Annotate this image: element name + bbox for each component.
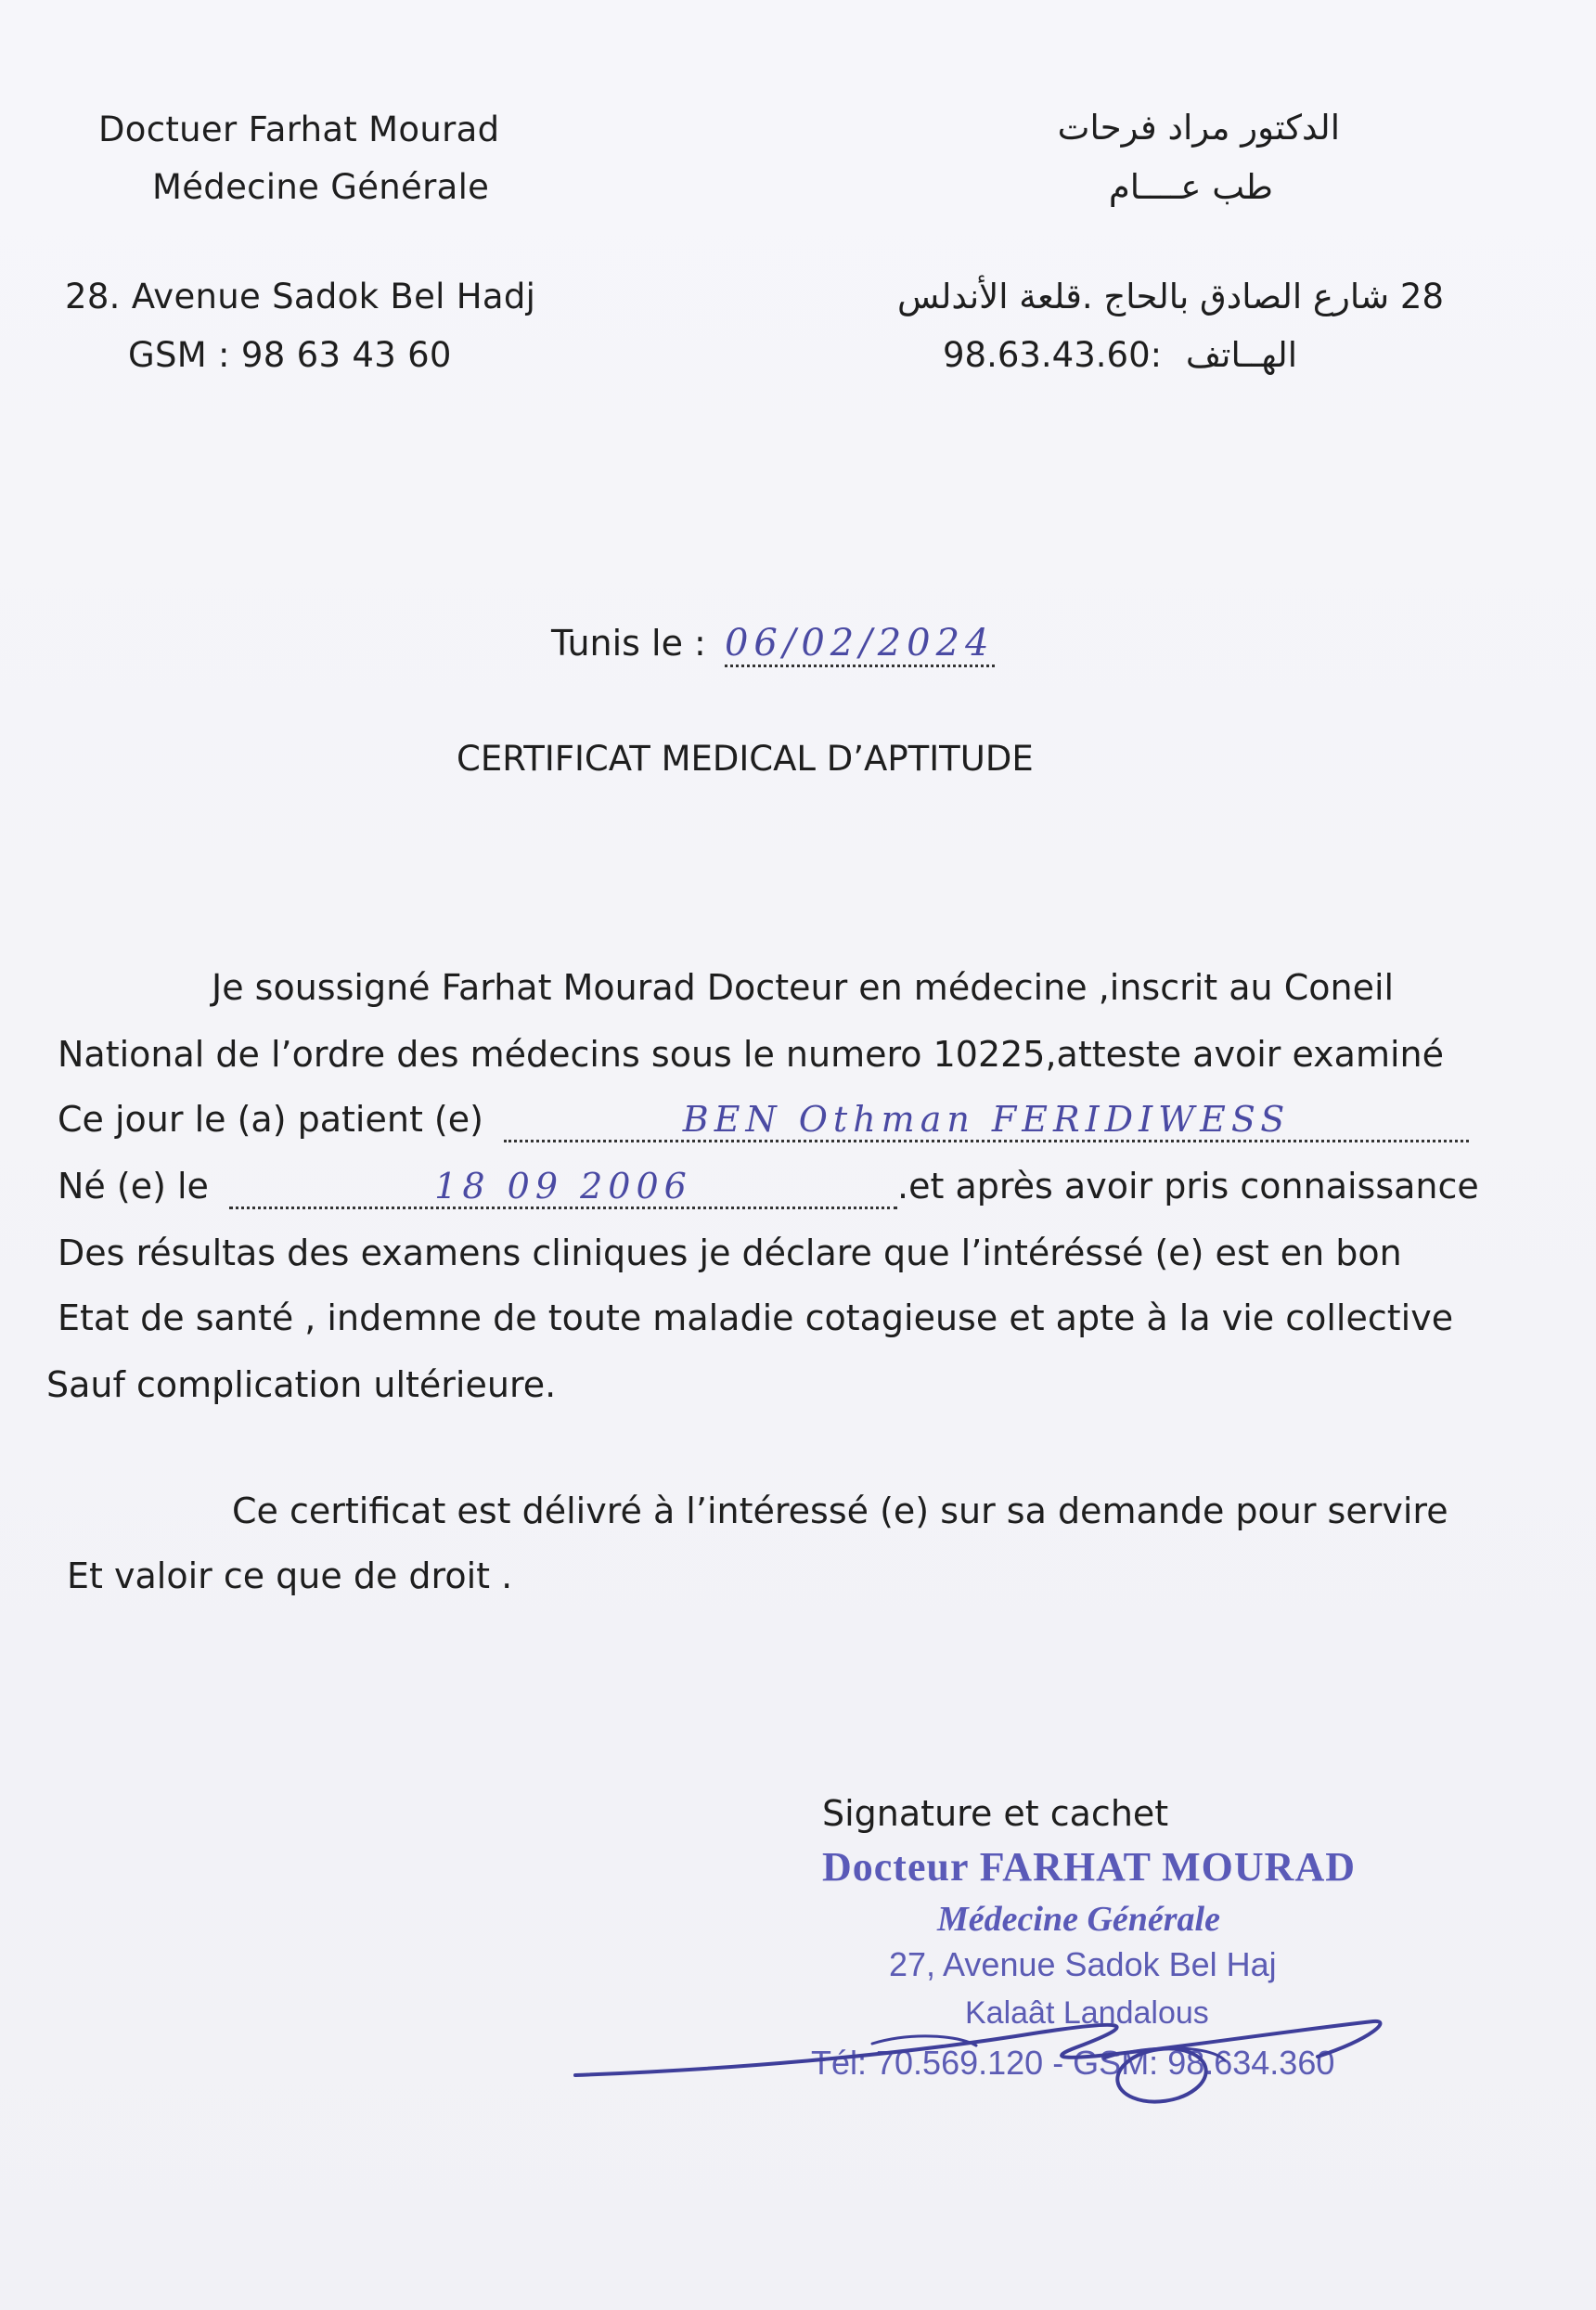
doctor-address-ar: 28 شارع الصادق بالحاج .قلعة الأندلس [896,277,1444,316]
birth-suffix: .et après avoir pris connaissance [897,1166,1479,1207]
body-line-1: Je soussigné Farhat Mourad Docteur en médecine ,inscrit au Coneil [212,967,1395,1008]
date-label: Tunis le : [551,623,706,664]
doctor-phone-ar [943,335,1297,375]
birth-date: 18 09 2006 [229,1166,897,1209]
date-value: 06/02/2024 [725,622,995,667]
phone-value: 98.63.43.60: [943,335,1163,375]
handwritten-signature [557,1968,1392,2135]
doctor-phone-fr: GSM : 98 63 43 60 [128,335,452,375]
doctor-name-fr: Doctuer Farhat Mourad [98,110,500,149]
doctor-address-fr: 28. Avenue Sadok Bel Hadj [65,277,536,316]
doctor-name-ar: الدكتور مراد فرحات [1057,108,1340,148]
patient-label: Ce jour le (a) patient (e) [58,1099,483,1140]
stamp-phones: Tél: 70.569.120 - GSM: 98.634.360 [811,2044,1335,2082]
body-line-5: Des résultas des examens cliniques je déclare que l’intéréssé (e) est en bon [58,1232,1402,1273]
body-line-7: Sauf complication ultérieure. [46,1364,557,1405]
closing-line-1: Ce certificat est délivré à l’intéressé (e) sur sa demande pour servire [232,1491,1448,1531]
certificate-title: CERTIFICAT MEDICAL D’APTITUDE [457,739,1034,779]
body-line-4 [58,1166,1479,1209]
doctor-specialty-fr: Médecine Générale [152,167,490,207]
patient-name: BEN Othman FERIDIWESS [504,1099,1469,1142]
body-line-2: National de l’ordre des médecins sous le numero 10225,atteste avoir examiné [58,1034,1444,1075]
stamp-name: Docteur FARHAT MOURAD [822,1844,1356,1890]
body-line-3 [58,1099,1469,1142]
date-line [551,622,995,665]
stamp-city: Kalaât Landalous [965,1995,1209,2031]
body-line-6: Etat de santé , indemne de toute maladie cotagieuse et apte à la vie collective [58,1297,1454,1338]
stamp-address: 27, Avenue Sadok Bel Haj [889,1945,1277,1983]
phone-label: الهــاتف [1185,335,1298,375]
closing-line-2: Et valoir ce que de droit . [67,1555,513,1596]
stamp-specialty: Médecine Générale [937,1900,1220,1939]
signature-label: Signature et cachet [822,1793,1169,1834]
doctor-specialty-ar: طب عــــام [1108,167,1273,207]
birth-label: Né (e) le [58,1166,209,1207]
